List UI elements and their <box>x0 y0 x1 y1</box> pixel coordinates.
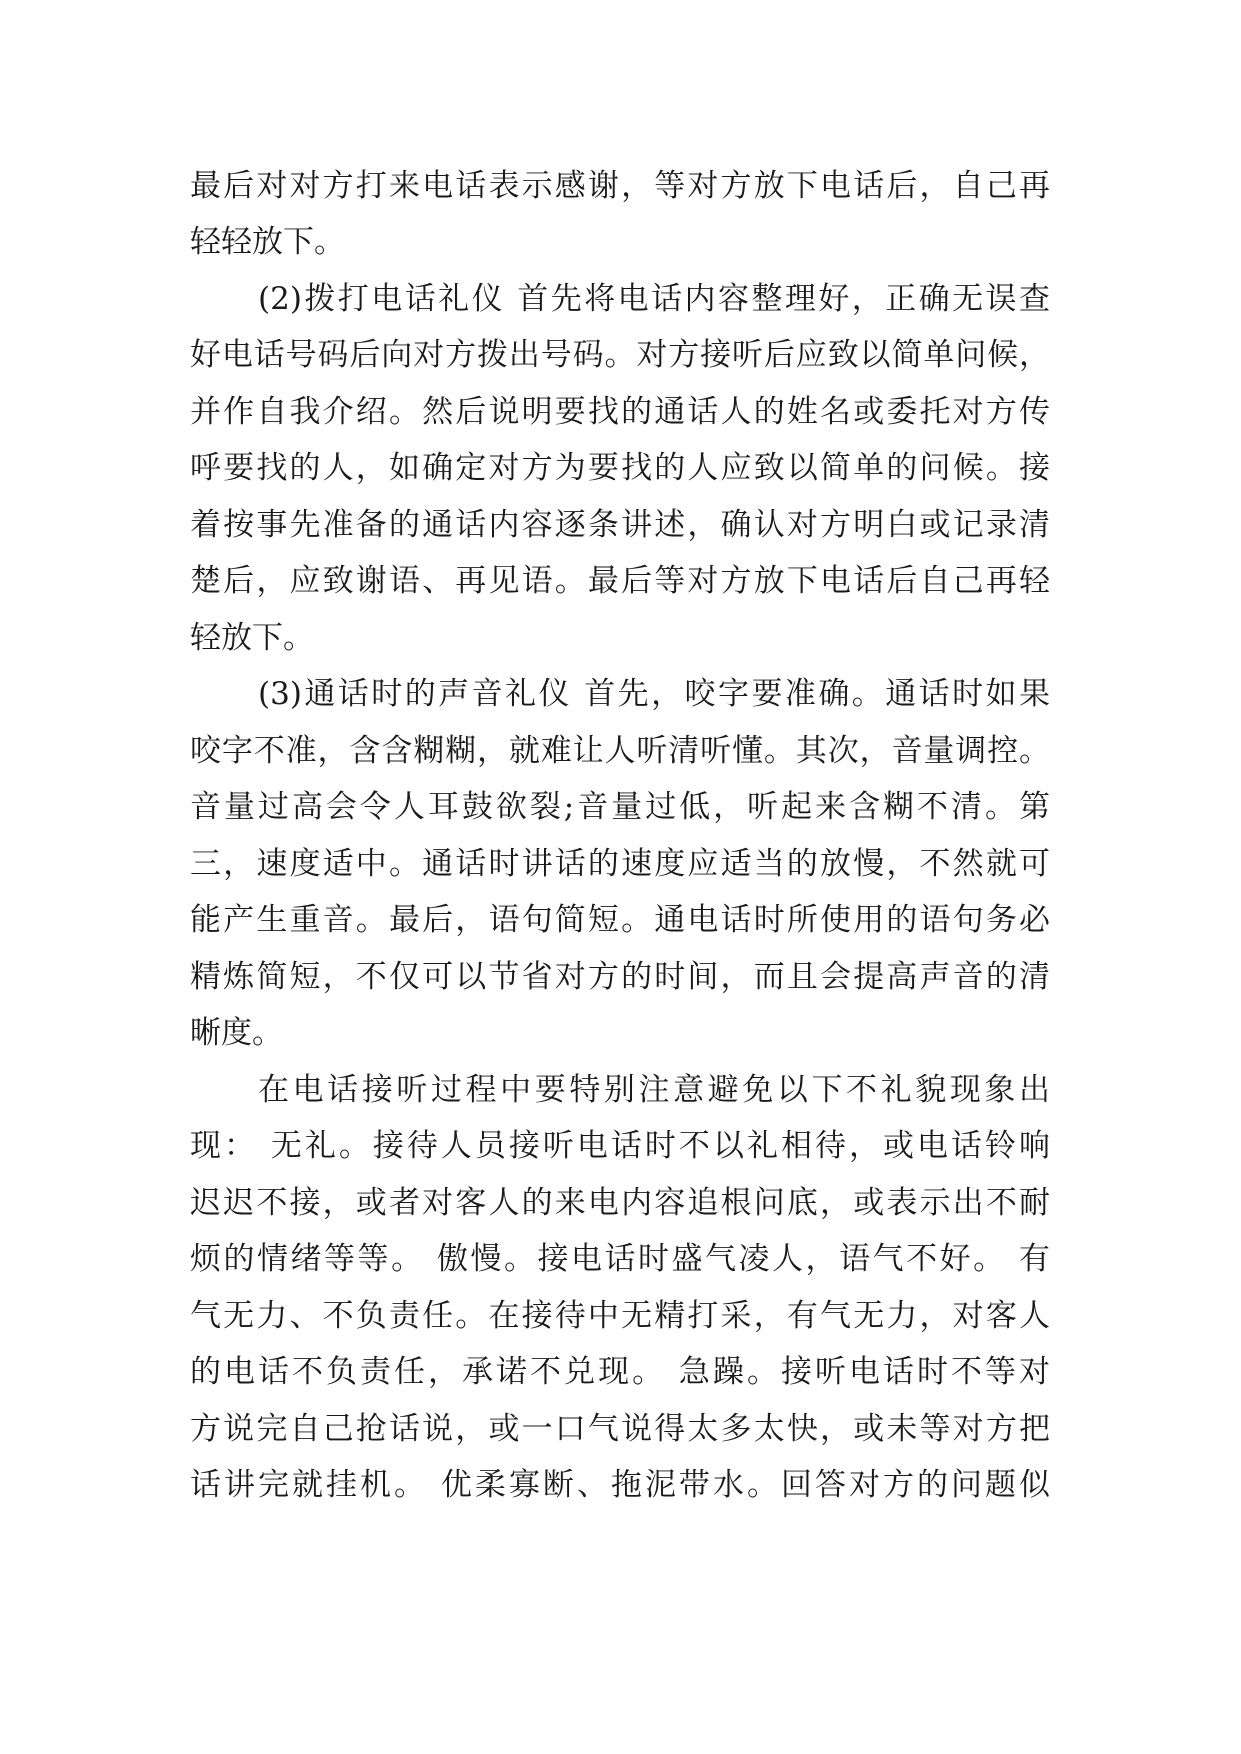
text-line: 音量过高会令人耳鼓欲裂;音量过低，听起来含糊不清。第 <box>190 789 1050 825</box>
text-line: (3)通话时的声音礼仪 首先，咬字要准确。通话时如果 <box>258 676 1050 712</box>
text-line: 方说完自己抢话说，或一口气说得太多太快，或未等对方把 <box>190 1411 1050 1447</box>
text-line: 在电话接听过程中要特别注意避免以下不礼貌现象出 <box>258 1072 1050 1108</box>
text-line: 现： 无礼。接待人员接听电话时不以礼相待，或电话铃响 <box>190 1128 1050 1164</box>
text-line: 轻放下。 <box>190 620 314 656</box>
text-line: 气无力、不负责任。在接待中无精打采，有气无力，对客人 <box>190 1298 1050 1334</box>
text-line: 楚后，应致谢语、再见语。最后等对方放下电话后自己再轻 <box>190 563 1050 599</box>
text-line: (2)拨打电话礼仪 首先将电话内容整理好，正确无误查 <box>258 281 1050 317</box>
text-line: 并作自我介绍。然后说明要找的通话人的姓名或委托对方传 <box>190 394 1050 430</box>
text-line: 好电话号码后向对方拨出号码。对方接听后应致以简单问候， <box>190 337 1050 373</box>
text-line: 的电话不负责任，承诺不兑现。 急躁。接听电话时不等对 <box>190 1354 1050 1390</box>
text-line: 迟迟不接，或者对客人的来电内容追根问底，或表示出不耐 <box>190 1185 1050 1221</box>
text-line: 话讲完就挂机。 优柔寡断、拖泥带水。回答对方的问题似 <box>190 1467 1050 1503</box>
text-line: 呼要找的人，如确定对方为要找的人应致以简单的问候。接 <box>190 450 1050 486</box>
text-line: 烦的情绪等等。 傲慢。接电话时盛气凌人，语气不好。 有 <box>190 1241 1050 1277</box>
text-line: 晰度。 <box>190 1015 283 1051</box>
text-line: 着按事先准备的通话内容逐条讲述，确认对方明白或记录清 <box>190 507 1050 543</box>
text-line: 咬字不准，含含糊糊，就难让人听清听懂。其次，音量调控。 <box>190 733 1050 769</box>
text-line: 轻轻放下。 <box>190 224 345 260</box>
text-line: 能产生重音。最后，语句简短。通电话时所使用的语句务必 <box>190 902 1050 938</box>
text-line: 精炼简短，不仅可以节省对方的时间，而且会提高声音的清 <box>190 959 1050 995</box>
text-line: 最后对对方打来电话表示感谢，等对方放下电话后，自己再 <box>190 168 1050 204</box>
text-line: 三，速度适中。通话时讲话的速度应适当的放慢，不然就可 <box>190 846 1050 882</box>
